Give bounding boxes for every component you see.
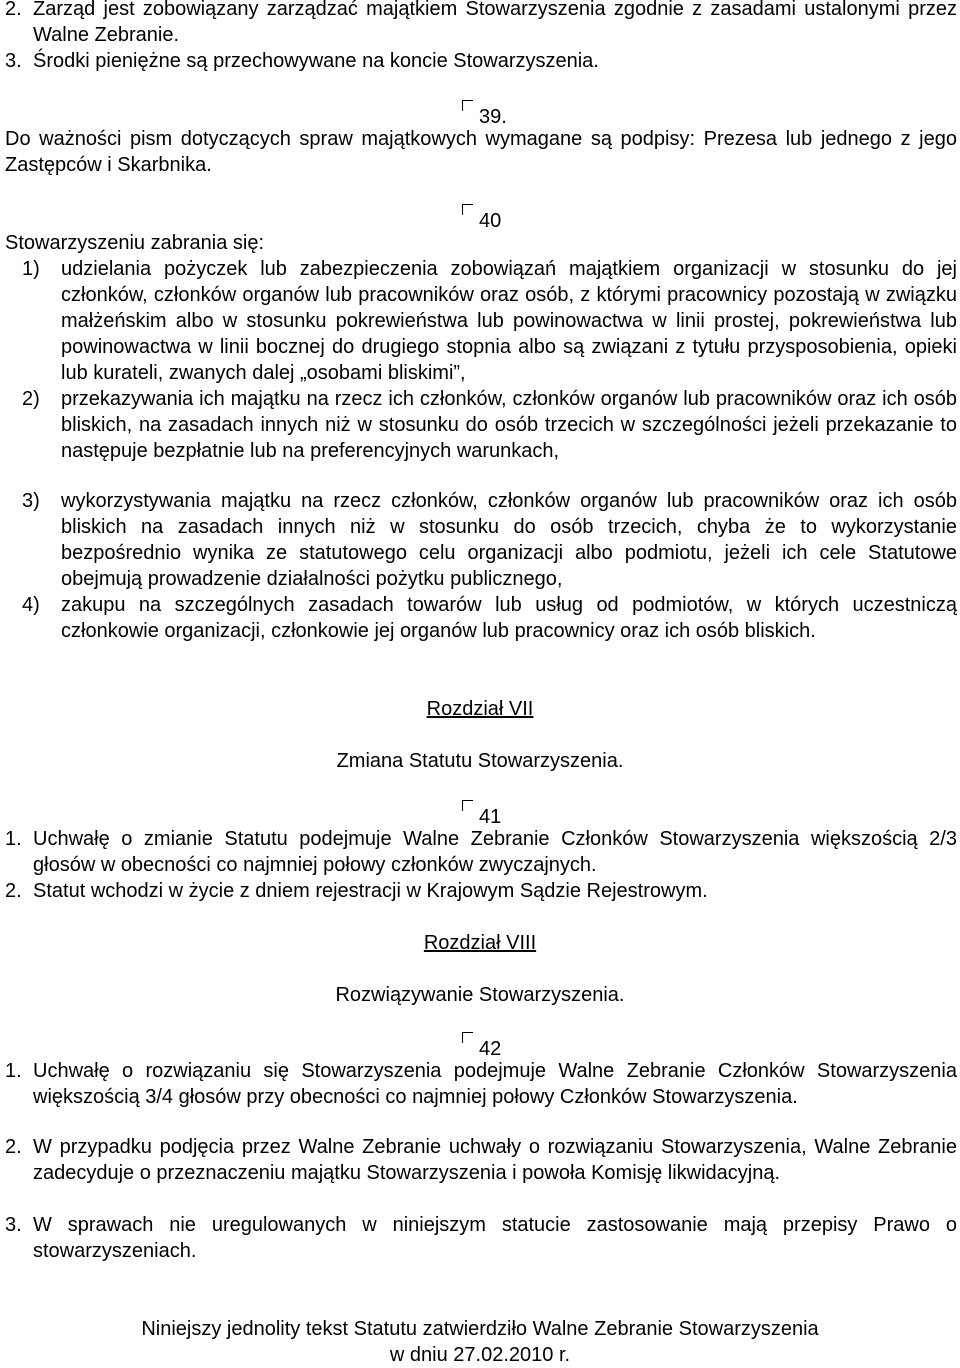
list-item <box>5 1134 957 1186</box>
item-text: zakupu na szczególnych zasadach towarów lub usług od podmiotów, w których uczestniczą członkowie organizacji, członkowie jej organów lub pracownicy oraz ich osób bliskich. <box>61 594 957 642</box>
item-text: Uchwałę o zmianie Statutu podejmuje Walne Zebranie Członków Stowarzyszenia większością 2/3 głosów w obecności co najmniej połowy członków zwyczajnych. <box>33 828 957 876</box>
item-number: 2. <box>5 0 22 20</box>
chapter-subtitle: Zmiana Statutu Stowarzyszenia. <box>336 750 624 772</box>
section-number: 41 <box>479 806 502 828</box>
item-text: W przypadku podjęcia przez Walne Zebranie uchwały o rozwiązaniu Stowarzyszenia, Walne Zebranie zadecyduje o przeznaczeniu majątku Stowarzyszenia i powoła Komisję likwidacyjną. <box>33 1136 957 1184</box>
item-number: 2. <box>5 1136 22 1158</box>
chapter-title: Rozdział VII <box>426 698 534 720</box>
chapter-subtitle: Rozwiązywanie Stowarzyszenia. <box>335 984 625 1006</box>
section-number: 40 <box>479 210 502 232</box>
section-sign-icon <box>462 100 473 111</box>
item-number: 2) <box>22 388 40 410</box>
list-item <box>5 826 957 878</box>
item-number: 1. <box>5 828 22 850</box>
list-item <box>22 256 957 386</box>
item-number: 1) <box>22 258 40 280</box>
item-text: W sprawach nie uregulowanych w niniejszym statucie zastosowanie mają przepisy Prawo o stowarzyszeniach. <box>33 1214 957 1262</box>
item-text: Zarząd jest zobowiązany zarządzać majątkiem Stowarzyszenia zgodnie z zasadami ustalonymi przez Walne Zebranie. <box>33 0 957 46</box>
item-text: przekazywania ich majątku na rzecz ich członków, członków organów lub pracowników oraz ich osób bliskich, na zasadach innych niż w stosunku do osób trzecich w szczególności jeżeli przekazanie to następuje bezpłatnie lub na preferencyjnych warunkach, <box>61 388 957 462</box>
item-text: Uchwałę o rozwiązaniu się Stowarzyszenia podejmuje Walne Zebranie Członków Stowarzyszenia większością 3/4 głosów przy obecności co najmniej połowy Członków Stowarzyszenia. <box>33 1060 957 1108</box>
item-text: udzielania pożyczek lub zabezpieczenia zobowiązań majątkiem organizacji w stosunku do jej członków, członków organów lub pracowników oraz osób, z którymi pracownicy pozostają w związku małżeńskim albo w stosunku pokrewieństwa lub powinowactwa w linii prostej, pokrewieństwa lub powinowactwa w linii bocznej do drugiego stopnia albo są związani z tytułu przysposobienia, opieki lub kurateli, zwanych dalej „osobami bliskimi”, <box>61 258 957 384</box>
chapter-title: Rozdział VIII <box>423 932 537 954</box>
item-number: 4) <box>22 594 40 616</box>
list-item <box>22 386 957 464</box>
list-item <box>5 1058 957 1110</box>
section-number: 39. <box>479 106 507 128</box>
section-text: Do ważności pism dotyczących spraw majątkowych wymagane są podpisy: Prezesa lub jednego z jego Zastępców i Skarbnika. <box>5 128 957 176</box>
item-number: 2. <box>5 880 22 902</box>
list-item <box>22 488 957 592</box>
item-text: Środki pieniężne są przechowywane na koncie Stowarzyszenia. <box>33 50 599 72</box>
section-sign-icon <box>462 1032 473 1043</box>
item-number: 1. <box>5 1060 22 1082</box>
section-number: 42 <box>479 1038 502 1060</box>
list-item <box>5 878 957 904</box>
item-number: 3. <box>5 50 22 72</box>
item-text: Statut wchodzi w życie z dniem rejestracji w Krajowym Sądzie Rejestrowym. <box>33 880 708 902</box>
section-intro: Stowarzyszeniu zabrania się: <box>5 232 265 254</box>
footer-date: w dniu 27.02.2010 r. <box>389 1344 571 1366</box>
item-number: 3. <box>5 1214 22 1236</box>
list-item <box>5 48 957 74</box>
list-item <box>22 592 957 644</box>
section-sign-icon <box>462 800 473 811</box>
item-number: 3) <box>22 490 40 512</box>
footer-line: Niniejszy jednolity tekst Statutu zatwierdziło Walne Zebranie Stowarzyszenia <box>141 1318 819 1340</box>
list-item <box>5 0 957 48</box>
list-item <box>5 1212 957 1264</box>
section-sign-icon <box>462 204 473 215</box>
item-text: wykorzystywania majątku na rzecz członków, członków organów lub pracowników oraz ich osób bliskich na zasadach innych niż w stosunku do osób trzecich, chyba że to wykorzystanie bezpośrednio wynika ze statutowego celu organizacji albo podmiotu, jeżeli ich cele Statutowe obejmują prowadzenie działalności pożytku publicznego, <box>61 490 957 590</box>
